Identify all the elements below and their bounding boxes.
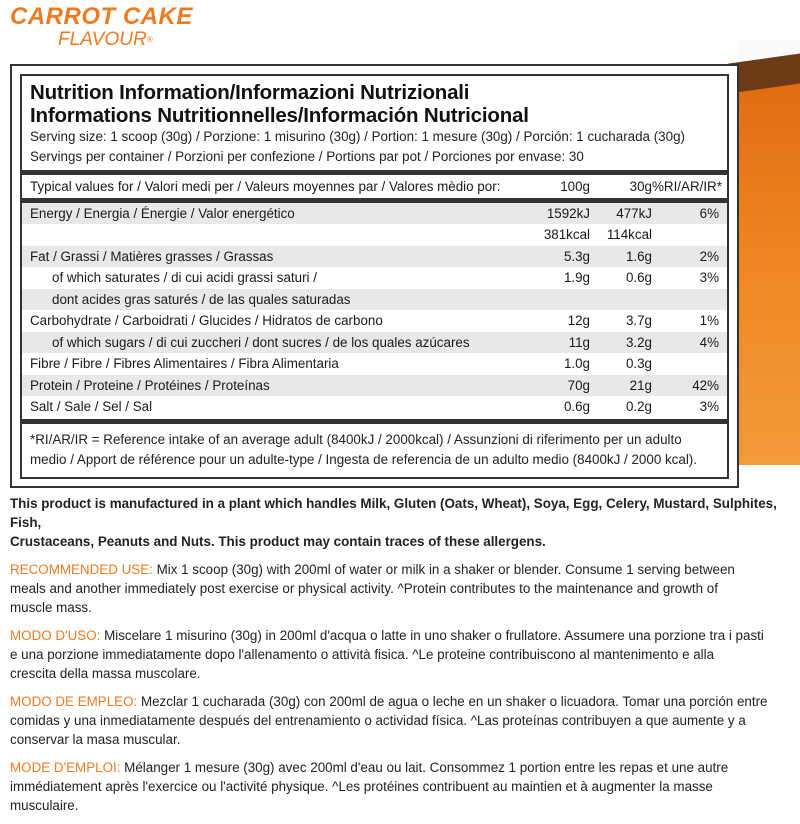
usage-it: MODO D'USO: Miscelare 1 misurino (30g) in 200ml d'acqua o latte in uno shaker o frullatore. Assumere una porzione tra i pasti e una porzione immediatamente dopo l'allenamento o attività fisica. ^Le proteine contribuiscono al mantenimento e alla crescita della massa muscolare. [10, 628, 764, 681]
servings-per-container: Servings per container / Porzioni per confezione / Portions par pot / Porciones por envase: 30 [30, 149, 584, 164]
nutrition-heading-2: Informations Nutritionnelles/Información Nutricional [30, 104, 529, 127]
table-row: dont acides gras saturés / de las quales saturadas [22, 289, 727, 311]
table-header-row [22, 176, 727, 198]
nutrition-panel [10, 64, 739, 488]
product-instructions [10, 494, 790, 824]
usage-fr: MODE D'EMPLOI: Mélanger 1 mesure (30g) avec 200ml d'eau ou lait. Consommez 1 portion entre les repas et une autre immédiatement après l'exercice ou l'activité physique. ^Les protéines contribuent au maintien et à augmenter la masse musculaire. [10, 760, 729, 813]
nutrition-panel-inner [20, 74, 729, 479]
reference-intake-footnote: *RI/AR/IR = Reference intake of an average adult (8400kJ / 2000kcal) / Assunzioni di riferimento per un adulto medio / Apport de référence pour un adulte-type / Ingesta de referencia de un adulto medio (8400kJ / 2000 kcal). [30, 431, 697, 467]
flavour-subtitle: FLAVOUR® [58, 29, 153, 50]
nutrition-heading-1: Nutrition Information/Informazioni Nutrizionali [30, 81, 470, 104]
usage-keyword: MODE D'EMPLOI: [10, 760, 121, 775]
usage-en: RECOMMENDED USE: Mix 1 scoop (30g) with 200ml of water or milk in a shaker or blender. Consume 1 serving between meals and another immediately post exercise or physical activity. ^Protein contributes to the maintenance and growth of muscle mass. [10, 562, 735, 615]
table-row: 381kcal 114kcal [543, 227, 652, 242]
usage-keyword: MODO DE EMPLEO: [10, 694, 138, 709]
column-header-100g: 100g [560, 179, 590, 194]
divider-thick [22, 170, 727, 175]
flavour-title: CARROT CAKE [10, 3, 193, 30]
table-row: of which saturates / di cui acidi grassi saturi / 1.9g 0.6g 3% [52, 270, 719, 285]
serving-size: Serving size: 1 scoop (30g) / Porzione: 1 misurino (30g) / Portion: 1 mesure (30g) / Porción: 1 cucharada (30g) [30, 129, 685, 144]
column-header-ri: %RI/AR/IR* [652, 179, 722, 194]
column-header-label: Typical values for / Valori medi per / Valeurs moyennes par / Valores mèdio por: [30, 179, 501, 194]
table-row: Fibre / Fibre / Fibres Alimentaires / Fibra Alimentaria 1.0g 0.3g [30, 356, 652, 371]
table-row: of which sugars / di cui zuccheri / dont sucres / de los quales azúcares 11g 3.2g 4% [22, 332, 727, 354]
table-row: Energy / Energia / Énergie / Valor energético 1592kJ 477kJ 6% [22, 203, 727, 225]
usage-es: MODO DE EMPLEO: Mezclar 1 cucharada (30g) con 200ml de agua o leche en un shaker o licuadora. Tomar una porción entre comidas y una inmediatamente después del entrenamiento o actividad física. ^Las proteínas contribuyen a que aumente y a conservar la masa muscular. [10, 694, 768, 747]
table-row: Carbohydrate / Carboidrati / Glucides / Hidratos de carbono 12g 3.7g 1% [30, 313, 719, 328]
table-row: Protein / Proteine / Protéines / Proteínas 70g 21g 42% [22, 375, 727, 397]
allergen-statement: This product is manufactured in a plant which handles Milk, Gluten (Oats, Wheat), Soya, Egg, Celery, Mustard, Sulphites, Fish, Crustaceans, Peanuts and Nuts. This product may contain traces of these allergens. [10, 496, 777, 549]
flavour-header [10, 4, 193, 50]
column-header-30g: 30g [629, 179, 652, 194]
registered-mark: ® [146, 35, 153, 44]
packaging-orange-edge [738, 70, 800, 465]
usage-keyword: RECOMMENDED USE: [10, 562, 153, 577]
table-row: Fat / Grassi / Matières grasses / Grassas 5.3g 1.6g 2% [22, 246, 727, 268]
table-row: Salt / Sale / Sel / Sal 0.6g 0.2g 3% [30, 399, 719, 414]
usage-keyword: MODO D'USO: [10, 628, 101, 643]
